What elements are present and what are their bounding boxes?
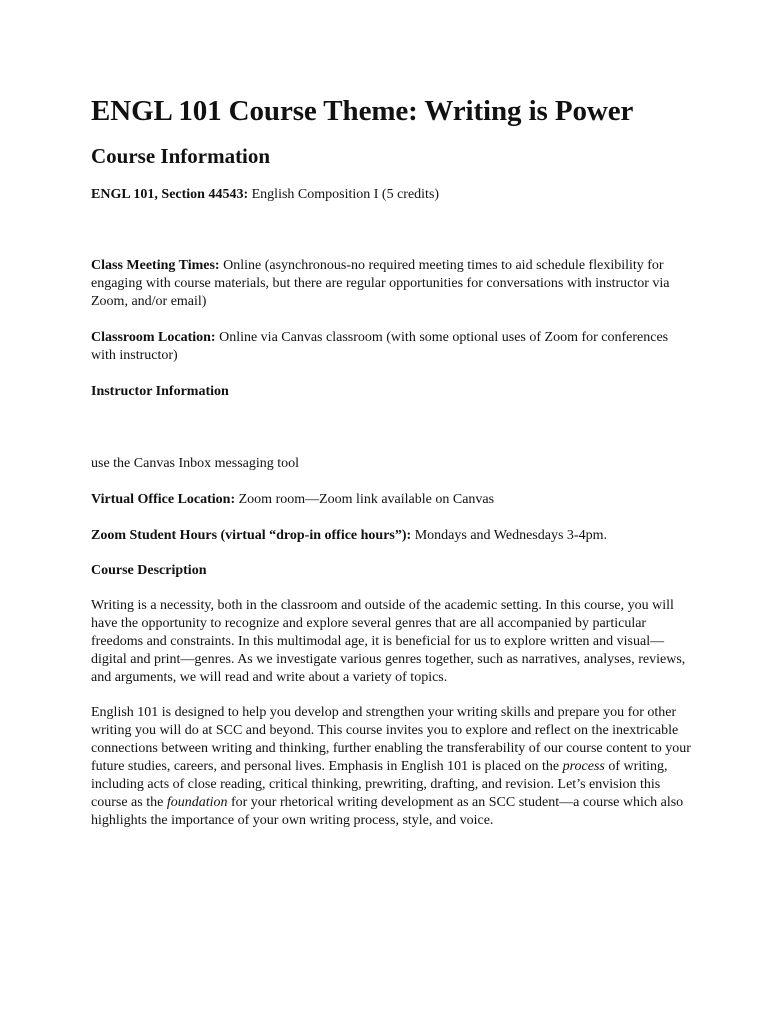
virtual-office-paragraph: [91, 491, 691, 509]
student-hours-paragraph: [91, 527, 691, 545]
instructor-information-heading: Instructor Information: [91, 384, 229, 399]
description-paragraph-1: Writing is a necessity, both in the classroom and outside of the academic setting. In this course, you will have the opportunity to recognize and explore several genres that are all accompanied by particular freedoms and constraints. In this multimodal age, it is beneficial for us to explore written and visual—digital and print—genres. As we investigate various genres together, such as narratives, analyses, reviews, and arguments, we will read and write about a variety of topics.: [91, 598, 686, 685]
classroom-location-label: Classroom Location:: [91, 330, 216, 345]
student-hours-label: Zoom Student Hours (virtual “drop-in office hours”):: [91, 528, 412, 543]
course-description-heading: Course Description: [91, 563, 207, 578]
virtual-office-value: Zoom room—Zoom link available on Canvas: [235, 492, 495, 507]
virtual-office-label: Virtual Office Location:: [91, 492, 236, 507]
course-information-heading: Course Information: [91, 144, 271, 168]
description-emphasis-foundation: foundation: [166, 795, 228, 810]
course-section-label: ENGL 101, Section 44543:: [91, 187, 249, 202]
description-paragraph-2-part-c: for your rhetorical writing development as an SCC student—a course which also highlights the importance of your own writing process, style, and voice.: [91, 795, 684, 828]
meeting-times-label: Class Meeting Times:: [91, 258, 220, 273]
classroom-location-value: Online via Canvas classroom (with some optional uses of Zoom for conferences with instructor): [91, 330, 669, 363]
meeting-times-paragraph: [91, 257, 691, 311]
document-page: [91, 93, 691, 830]
course-section-line: [91, 186, 691, 204]
meeting-times-value: Online (asynchronous-no required meeting times to aid schedule flexibility for engaging with course materials, but there are regular opportunities for conversations with instructor via Zoom, and/or email): [91, 258, 670, 309]
description-paragraph-2-part-a: English 101 is designed to help you develop and strengthen your writing skills and prepare you for other writing you will do at SCC and beyond. This course invites you to explore and reflect on the inextricable connections between writing and thinking, further enabling the transferability of our course content to your future studies, careers, and personal lives. Emphasis in English 101 is placed on the: [91, 705, 691, 774]
course-section-value: English Composition I (5 credits): [248, 187, 440, 202]
instructor-contact-text: use the Canvas Inbox messaging tool: [91, 456, 300, 471]
description-emphasis-process: process: [562, 759, 605, 774]
student-hours-value: Mondays and Wednesdays 3-4pm.: [411, 528, 607, 543]
page-title: ENGL 101 Course Theme: Writing is Power: [91, 95, 634, 127]
classroom-location-paragraph: [91, 329, 691, 365]
description-paragraph-2: [91, 704, 691, 830]
description-paragraph-2-part-b: of writing, including acts of close reading, critical thinking, prewriting, drafting, and revision. Let’s envision this course as the: [91, 759, 668, 810]
